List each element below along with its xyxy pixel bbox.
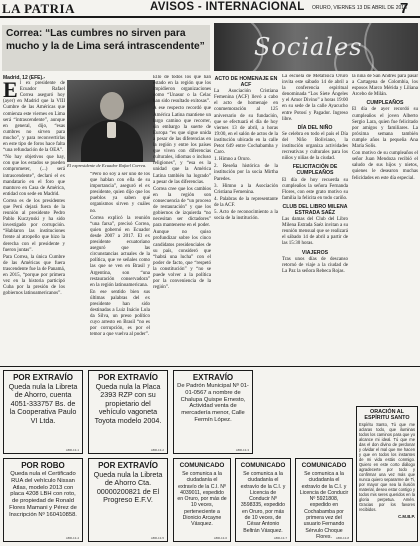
- prayer-box: [356, 406, 418, 542]
- classified-ad: [173, 370, 253, 454]
- story-column-1: [3, 75, 65, 363]
- dateline: ORURO, VIERNES 13 DE ABRIL DE 2018: [312, 5, 407, 11]
- ad-title: POR EXTRAVÍO: [98, 373, 158, 382]
- ad-title: COMUNICADO: [179, 462, 225, 469]
- story-column-2: [90, 172, 150, 363]
- ad-code: ABR-13-6: [213, 536, 227, 540]
- program-item: 1. Himno a Oruro.: [214, 157, 251, 163]
- sociales-paragraph: la niña de San Andrés para pasar a Cartagena de Colombia, los esposos Marco Mérida y Liliana Arcebo de Milán.: [352, 74, 418, 98]
- correa-photo: [67, 80, 155, 162]
- program-item: 5. Acto de reconocimiento a la socia de la institución.: [214, 209, 278, 222]
- ad-code: ABR-13-1: [65, 448, 79, 452]
- sociales-column-2: [282, 74, 348, 364]
- ad-code: ABR-13-3: [235, 448, 249, 452]
- page-header: [0, 0, 420, 18]
- ads-divider: [0, 366, 420, 367]
- ad-title: POR ROBO: [21, 461, 65, 470]
- subhead: DÍA DEL NIÑO: [297, 124, 333, 131]
- byline: Madrid, 12 (EFE).-: [3, 75, 46, 81]
- story-column-3: [153, 75, 211, 363]
- page-number: 7: [400, 0, 409, 17]
- ad-title: POR EXTRAVÍO: [98, 461, 158, 470]
- sociales-column-3: [352, 74, 418, 364]
- prayer-body: Espíritu Santo, Tú que me aclaras todo, que iluminas todos los caminos para que yo alcance mi ideal. Tú que me das el don divino de perdonar y olvidar el mal que me hacen y que en todos los instantes de mi vida estás conmigo. Quiero en este corto diálogo agradecerte por todo y confirmar una vez más que nunca quiero separarme de Ti, por mayor que sea la ilusión material, deseo estar contigo y todos mis seres queridos en la gloria perpetua. Amén. Gracias por los favores recibidos.: [359, 422, 415, 513]
- sociales-paragraph: El día de hoy recuerda su cumpleaños la señora Fernanda Flores, con este grato motivo su familia la felicita en todo cariño.: [282, 177, 348, 201]
- story-paragraph: Correa explicó la reunión “una farsa”, precisó Correa, quien gobernó en Ecuador desde 2007 a 2017. El ex presidente ecuatoriano aseguró que las circunstancias actuales de la política, que ve señales como las que se ven en Brasil y Argentina, son “una restauración conservadora” en la región latinoamericana.: [90, 215, 150, 288]
- sociales-paragraph: Se celebra en todo el país el Día del Niño Boliviano, la institución organiza actividades recreativas y culturales para los niños y niñas de la ciudad.: [282, 131, 348, 162]
- classified-ad: [88, 458, 168, 542]
- photo-caption: El expresidente de Ecuador Rafael Correa.: [67, 163, 147, 168]
- ad-code: ABR-13-4: [65, 536, 79, 540]
- ad-body: Queda nula el Certificado RUA del vehículo Nissan Atlas, modelo 2013 con placa 4208 LBH con roto, de propiedad de Ronald Flores Mamani y Pérez de Inscripción Nº 160410858.: [9, 471, 77, 518]
- classified-ad: [3, 370, 83, 454]
- prayer-title: ORACIÓN AL ESPÍRITU SANTO: [364, 409, 410, 422]
- ad-body: Queda nula la Placa 2393 RZP con su propietario del vehículo vagoneta Toyota modelo 2004.: [94, 382, 162, 425]
- program-item: 2. Reseña histórica de la institución por la socia Mirtha Paredes.: [214, 164, 278, 182]
- drop-cap: E: [3, 77, 18, 103]
- story-paragraph: En ese sentido bien sus últimas palabras del ex presidente han sido destinadas a Luiz Inácio Lula da Silva, un preso político cuyo arresto en Brasil “no es por corrupción, es por el temor a que vuelva al poder”.: [90, 289, 150, 338]
- subhead: VIAJEROS: [301, 249, 329, 256]
- classified-ad: [3, 458, 83, 542]
- masthead: LA PATRIA: [2, 1, 75, 16]
- ad-code: ABR-13-7: [273, 536, 287, 540]
- ad-body: De Padrón Municipal Nº 01-01-0567 a nombre de Chalupa Quispe Ernesto, Actividad venta de mercadería menor, Calle Fermín López.: [177, 383, 249, 423]
- sociales-paragraph: La Asociación Cristiana Femenina (ACF) llevó a cabo el acto de homenaje en conmemoración al 125 aniversario de su fundación, que se efectuará el día de hoy viernes 13 de abril, a horas 19:00, en el salón de actos de la institución ubicado en la calle Petot 649 entre Cochabamba y Caro.: [214, 89, 278, 156]
- classified-ad: [173, 458, 231, 542]
- story-paragraph: “Pero no soy a ser uno de los que hablan con ella de su importancia”, aseguró el ex presidente, quien dijo que los pueblos ya saben qué organismos sirven y cuáles no.: [90, 172, 150, 214]
- sociales-paragraph: Las damas del Club del Libro Milena Estrada Saéz invitan a su reunión mensual que se realizará el sábado 14 de abril a partir de las 15:30 horas.: [282, 217, 348, 247]
- classified-ad: [88, 370, 168, 454]
- story-paragraph: Correa es de los presidentes que Perú dejará fuera de la reunión al presidente Pedro Pablo Kuczynski y ha sido investigado por corrupción. “Hablaron las instituciones frente al atropello que hizo la derecha con el presidente y fueron juntas”.: [3, 198, 65, 253]
- sociales-column-1: [214, 74, 278, 364]
- ad-title: POR EXTRAVÍO: [13, 373, 73, 382]
- subhead: ACTO DE HOMENAJE EN ACF: [214, 76, 278, 89]
- sociales-banner: [214, 23, 418, 71]
- ad-body: Queda nula la Libreta de Ahorro, cuenta 4051-333757 Bs. de la Cooperativa Paulo VI Ltda.: [8, 382, 78, 425]
- program-item: 3. Himno a la Asociación Cristiana Femenina.: [214, 183, 278, 195]
- ad-body: Se comunica a la ciudadanía el extravío de la C.I. y Licencia de Conducir Nº 5921808, expedido en Cochabamba por primera vez del usuario Fernando Sérvulo Choque Flores.: [299, 471, 349, 540]
- subhead: CUMPLEAÑOS: [366, 100, 404, 107]
- program-item: 4. Palabras de la representante de la ACF.: [214, 196, 278, 208]
- story-paragraph: A ese respecto recordó que América Latina mantiene un largo camino que recorrer, sin embargo la suerte de Europa “es que sigue unida a pesar de las diferencias en la región y entre los países que viven con diferencias culturales, idiomas o incluso religiones”, y “esa es la unidad que la América Latina también ha logrado” a pesar de las diferencias.: [153, 106, 211, 185]
- ad-body: Se comunica a la ciudadanía el extravío de la C.I. Nº 4039011, expedido en Oruro, por más de 10 veces, perteneciente a Dionicio Arcayne Vásquez.: [177, 471, 227, 528]
- subhead: CLUB DEL LIBRO MILENA ESTRADA SAÉZ: [282, 203, 348, 216]
- ad-title: EXTRAVÍO: [192, 373, 234, 382]
- classified-ad: [235, 458, 291, 542]
- ad-title: COMUNICADO: [240, 462, 286, 469]
- ad-code: ABR-13-5: [150, 536, 164, 540]
- ad-body: Queda nula la Libreta de Ahorro Cta. 00000200821 de El Progreso E.F.V.: [93, 470, 163, 505]
- classified-ad: [295, 458, 353, 542]
- ad-code: ABR-13-2: [150, 448, 164, 452]
- sociales-paragraph: El día de ayer recordó su cumpleaños el joven Alberto Sergio Lara, quien fue felicitado por amigos y familiares. La próxima semana también cumple años la pequeña Ana María Solís.: [352, 107, 418, 150]
- main-headline: Correa: “Las cumbres no sirven para mucho y la de Lima será intrascendente”: [2, 25, 210, 71]
- subhead: FELICITACIÓN DE CUMPLEAÑOS: [292, 164, 338, 177]
- prayer-signature: C.M.B.P.: [398, 514, 415, 520]
- ad-code: ABR-13-8: [335, 536, 349, 540]
- ad-body: Se comunica a la ciudadanía el extravío de la C.I. y Licencia de Conducir Nº 3598335, expedido en Oruro, por más de 10 veces, de César Antonio Beltrán Vásquez.: [240, 471, 286, 534]
- section-title: AVISOS - INTERNACIONAL: [150, 1, 305, 13]
- story-paragraph: El ex presidente de Ecuador Rafael Correa aseguró hoy (ayer) en Madrid que la VIII Cumbre de las Américas que comienza este viernes en Lima será “intrascendente”, aunque en general, dijo, “esas cumbres no sirven para mucho”, y para reconvertirlas en este tipo de foros hace falta “una refundación de la OEA”.: [3, 77, 65, 154]
- story-paragraph: “No hay objetivos que hay, con que los estados se pueden comprometer, (...) será intrascendente”, declaró el ex mandatario en el foro que mantuvo en Casa de América, entidad con sede en Madrid.: [3, 155, 65, 197]
- sociales-title: Sociales: [254, 33, 363, 61]
- sociales-paragraph: Tras unos días de descanso retornó de viaje a la ciudad de La Paz la señora Rebeca Rojas.: [282, 256, 348, 274]
- story-paragraph: Para Correa, la única Cumbre de las Américas que fuera trascendente fue la de Panamá, en 2015, “porque por primera vez en la historia participó Cuba por la presión de los gobiernos latinoamericanos”.: [3, 254, 65, 297]
- sociales-paragraph: Con motivo de su cumpleaños el señor Juan Mendoza recibió el saludo de sus hijos y nietos, quienes le desearon muchas felicidades en este día especial.: [352, 151, 418, 181]
- story-paragraph: Ello de todos los que han estado en la región que los impidieron organizaciones como “Unasur o la Celac han sido resultado exitosas”.: [153, 75, 211, 105]
- sociales-paragraph: La escuela de Metafísica Oruro invita este sábado 14 de abril a la conferencia espiritual denominada “Los Siete Ángeles y el Amor Divino” a horas 19:00 en su sede de la calle Ayacucho entre Potosí y Pagador. Ingreso libre.: [282, 74, 348, 122]
- ad-title: COMUNICADO: [301, 462, 347, 469]
- story-paragraph: Aunque no quiso profundizar sobre los cinco candidatos presidenciales de su país, consideró que “habrá una lucha” con el poder de facto, que “respetó la constitución” y “no se puede volver a la política por la conveniencia de la región”.: [153, 230, 211, 291]
- story-paragraph: Correa cree que los cambios en la región son consecuencia de “un proceso de restauración” y que los gobiernos de izquierda “no necesitan ser dictadores” para mantenerse en el poder.: [153, 186, 211, 229]
